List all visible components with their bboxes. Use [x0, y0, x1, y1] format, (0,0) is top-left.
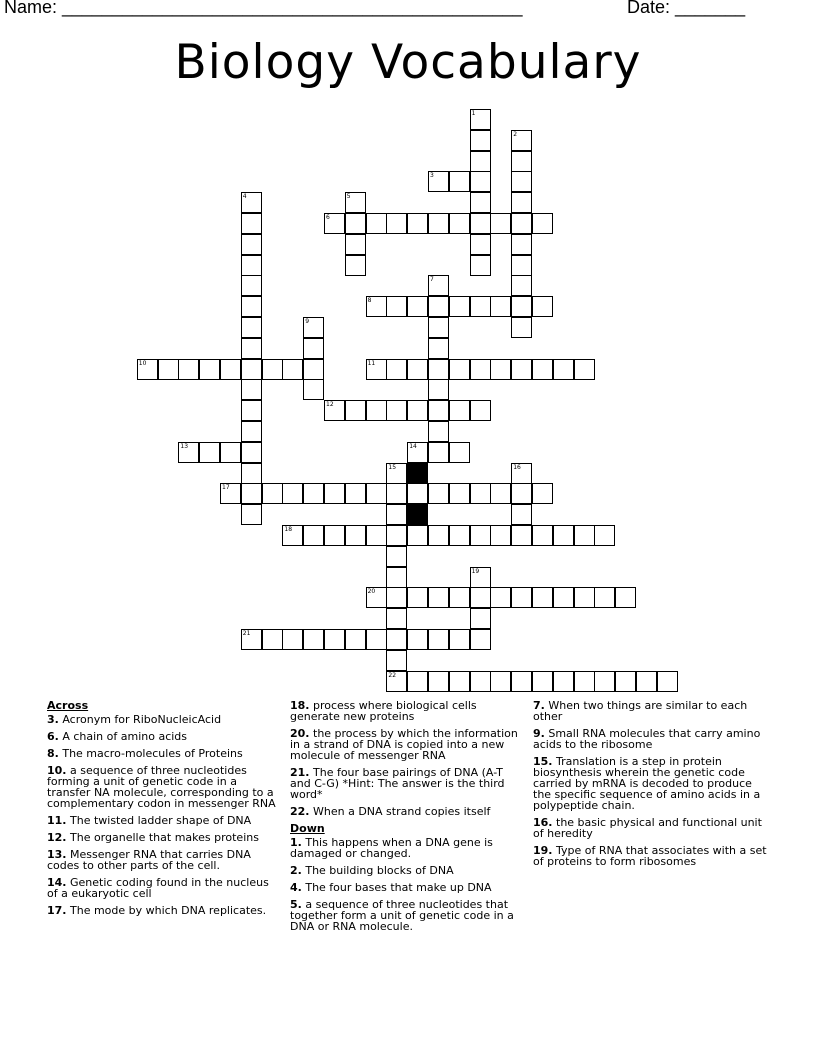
- crossword-cell[interactable]: [241, 400, 262, 421]
- crossword-cell[interactable]: [428, 587, 449, 608]
- crossword-cell[interactable]: [241, 463, 262, 484]
- crossword-cell[interactable]: [449, 442, 470, 463]
- crossword-cell[interactable]: [199, 359, 220, 380]
- crossword-cell[interactable]: [594, 525, 615, 546]
- crossword-cell[interactable]: [241, 483, 262, 504]
- crossword-cell[interactable]: [220, 359, 241, 380]
- crossword-block: [407, 504, 428, 525]
- clue-column-3: [533, 700, 769, 873]
- crossword-cell[interactable]: [345, 483, 366, 504]
- crossword-cell[interactable]: [574, 525, 595, 546]
- crossword-cell[interactable]: [241, 421, 262, 442]
- crossword-cell[interactable]: [262, 629, 283, 650]
- crossword-cell[interactable]: [470, 359, 491, 380]
- crossword-cell[interactable]: [428, 296, 449, 317]
- across-clue: 22. When a DNA strand copies itself: [290, 805, 491, 818]
- crossword-cell[interactable]: [407, 213, 428, 234]
- clue-number-label: 5: [346, 193, 351, 201]
- crossword-cell[interactable]: [241, 504, 262, 525]
- crossword-cell[interactable]: [470, 151, 491, 172]
- crossword-cell[interactable]: [345, 255, 366, 276]
- crossword-cell[interactable]: [490, 359, 511, 380]
- across-clue: 3. Acronym for RiboNucleicAcid: [47, 713, 222, 726]
- crossword-cell[interactable]: [386, 587, 407, 608]
- crossword-cell[interactable]: [511, 671, 532, 692]
- crossword-cell[interactable]: [511, 359, 532, 380]
- clue-number-label: 17: [222, 484, 230, 492]
- crossword-cell[interactable]: [428, 338, 449, 359]
- across-heading: Across: [47, 699, 89, 712]
- crossword-cell[interactable]: [449, 483, 470, 504]
- across-clue: 21. The four base pairings of DNA (A-T and C-G) *Hint: The answer is the third word*: [290, 766, 505, 801]
- crossword-cell[interactable]: [574, 671, 595, 692]
- crossword-cell[interactable]: [532, 483, 553, 504]
- clue-number-label: 2: [513, 130, 518, 138]
- crossword-cell[interactable]: [490, 296, 511, 317]
- crossword-cell[interactable]: [241, 296, 262, 317]
- clue-number-label: 15: [388, 463, 397, 471]
- down-clue: 9. Small RNA molecules that carry amino acids to the ribosome: [533, 727, 761, 751]
- crossword-cell[interactable]: [386, 400, 407, 421]
- crossword-cell[interactable]: [553, 587, 574, 608]
- crossword-cell[interactable]: [241, 359, 262, 380]
- crossword-cell[interactable]: [511, 234, 532, 255]
- crossword-cell[interactable]: [407, 359, 428, 380]
- crossword-cell[interactable]: [366, 525, 387, 546]
- crossword-cell[interactable]: [303, 379, 324, 400]
- crossword-cell[interactable]: [241, 338, 262, 359]
- clue-number-label: 18: [284, 526, 293, 533]
- crossword-cell[interactable]: [345, 213, 366, 234]
- crossword-cell[interactable]: [241, 442, 262, 463]
- crossword-cell[interactable]: [470, 192, 491, 213]
- crossword-cell[interactable]: [345, 234, 366, 255]
- crossword-cell[interactable]: [386, 359, 407, 380]
- crossword-cell[interactable]: [470, 400, 491, 421]
- clue-number-label: 3: [430, 172, 434, 180]
- crossword-cell[interactable]: [511, 255, 532, 276]
- clue-number-label: 16: [513, 463, 521, 471]
- across-clue: 10. a sequence of three nucleotides forming a unit of genetic code in a transfer NA molecule, corresponding to a complementary codon in messenger RNA: [47, 764, 276, 810]
- crossword-cell[interactable]: [324, 629, 345, 650]
- crossword-cell[interactable]: [470, 296, 491, 317]
- clue-number-label: 7: [430, 276, 434, 284]
- down-clue: 19. Type of RNA that associates with a set of proteins to form ribosomes: [533, 844, 767, 868]
- crossword-cell[interactable]: [470, 587, 491, 608]
- crossword-cell[interactable]: [470, 171, 491, 192]
- crossword-cell[interactable]: [470, 671, 491, 692]
- crossword-cell[interactable]: [511, 192, 532, 213]
- crossword-cell[interactable]: [386, 608, 407, 629]
- crossword-cell[interactable]: [366, 483, 387, 504]
- crossword-cell[interactable]: [449, 525, 470, 546]
- crossword-cell[interactable]: [470, 255, 491, 276]
- crossword-cell[interactable]: [366, 629, 387, 650]
- crossword-cell[interactable]: [615, 587, 636, 608]
- crossword-cell[interactable]: [386, 650, 407, 671]
- crossword-cell[interactable]: [324, 525, 345, 546]
- crossword-cell[interactable]: [532, 525, 553, 546]
- crossword-cell[interactable]: [241, 255, 262, 276]
- clue-number-label: 13: [180, 442, 189, 450]
- crossword-cell[interactable]: [324, 483, 345, 504]
- across-clue: 11. The twisted ladder shape of DNA: [47, 814, 252, 827]
- crossword-cell[interactable]: [282, 483, 303, 504]
- crossword-cell[interactable]: [470, 608, 491, 629]
- crossword-cell[interactable]: [470, 234, 491, 255]
- across-clue: 12. The organelle that makes proteins: [47, 831, 259, 844]
- clue-number-label: 11: [367, 359, 376, 367]
- crossword-cell[interactable]: [386, 546, 407, 567]
- crossword-cell[interactable]: [428, 483, 449, 504]
- crossword-cell[interactable]: [407, 525, 428, 546]
- clue-column-2: [290, 700, 526, 938]
- crossword-cell[interactable]: [511, 317, 532, 338]
- crossword-cell[interactable]: [386, 504, 407, 525]
- clue-number-label: 4: [242, 193, 247, 201]
- crossword-cell[interactable]: [262, 483, 283, 504]
- crossword-cell[interactable]: [428, 379, 449, 400]
- crossword-cell[interactable]: [449, 213, 470, 234]
- crossword-cell[interactable]: [490, 587, 511, 608]
- down-clue: 15. Translation is a step in protein biosynthesis wherein the genetic code carried by mRNA is decoded to produce the specific sequence of amino acids in a polypeptide chain.: [533, 755, 761, 812]
- crossword-cell[interactable]: [594, 587, 615, 608]
- crossword-cell[interactable]: [282, 359, 303, 380]
- crossword-cell[interactable]: [303, 629, 324, 650]
- clue-number-label: 22: [388, 671, 397, 679]
- across-clue: 6. A chain of amino acids: [47, 730, 188, 743]
- crossword-cell[interactable]: [241, 317, 262, 338]
- down-clue: 2. The building blocks of DNA: [290, 864, 454, 877]
- crossword-cell[interactable]: [407, 587, 428, 608]
- crossword-cell[interactable]: [532, 296, 553, 317]
- clue-number-label: 9: [305, 318, 310, 325]
- crossword-cell[interactable]: [490, 671, 511, 692]
- clue-column-1: [47, 700, 281, 922]
- clue-number-label: 10: [138, 359, 147, 367]
- across-clue: 8. The macro-molecules of Proteins: [47, 747, 243, 760]
- down-heading: Down: [290, 822, 325, 835]
- clue-number-label: 21: [242, 630, 251, 637]
- crossword-cell[interactable]: [553, 671, 574, 692]
- crossword-cell[interactable]: [407, 671, 428, 692]
- crossword-cell[interactable]: [428, 400, 449, 421]
- crossword-cell[interactable]: [428, 421, 449, 442]
- crossword-cell[interactable]: [428, 525, 449, 546]
- crossword-cell[interactable]: [386, 525, 407, 546]
- crossword-cell[interactable]: [241, 213, 262, 234]
- crossword-cell[interactable]: [428, 359, 449, 380]
- name-field-label: Name: ______________________________________________: [4, 0, 523, 17]
- crossword-cell[interactable]: [449, 400, 470, 421]
- crossword-cell[interactable]: [407, 400, 428, 421]
- crossword-cell[interactable]: [490, 213, 511, 234]
- crossword-cell[interactable]: [449, 359, 470, 380]
- crossword-cell[interactable]: [303, 359, 324, 380]
- across-clue: 20. the process by which the information in a strand of DNA is copied into a new molecule of messenger RNA: [290, 727, 518, 762]
- crossword-cell[interactable]: [241, 379, 262, 400]
- crossword-cell[interactable]: [449, 629, 470, 650]
- crossword-cell[interactable]: [428, 671, 449, 692]
- crossword-cell[interactable]: [449, 171, 470, 192]
- crossword-cell[interactable]: [470, 130, 491, 151]
- crossword-cell[interactable]: [574, 587, 595, 608]
- crossword-cell[interactable]: [470, 213, 491, 234]
- crossword-cell[interactable]: [511, 213, 532, 234]
- crossword-cell[interactable]: [407, 296, 428, 317]
- crossword-cell[interactable]: [366, 213, 387, 234]
- crossword-cell[interactable]: [511, 151, 532, 172]
- crossword-cell[interactable]: [449, 296, 470, 317]
- crossword-cell[interactable]: [470, 525, 491, 546]
- crossword-cell[interactable]: [345, 629, 366, 650]
- crossword-cell[interactable]: [386, 213, 407, 234]
- crossword-cell[interactable]: [262, 359, 283, 380]
- clue-number-label: 19: [471, 567, 480, 575]
- crossword-cell[interactable]: [532, 671, 553, 692]
- crossword-cell[interactable]: [241, 275, 262, 296]
- crossword-cell[interactable]: [490, 525, 511, 546]
- clue-number-label: 14: [409, 442, 417, 450]
- crossword-cell[interactable]: [303, 525, 324, 546]
- date-field-label: Date: _______: [627, 0, 746, 17]
- crossword-cell[interactable]: [428, 442, 449, 463]
- across-clue: 18. process where biological cells generate new proteins: [290, 699, 477, 723]
- crossword-cell[interactable]: [428, 317, 449, 338]
- crossword-cell[interactable]: [178, 359, 199, 380]
- crossword-cell[interactable]: [657, 671, 678, 692]
- crossword-cell[interactable]: [386, 483, 407, 504]
- crossword-cell[interactable]: [636, 671, 657, 692]
- crossword-cell[interactable]: [574, 359, 595, 380]
- clue-number-label: 20: [367, 588, 376, 596]
- crossword-cell[interactable]: [532, 359, 553, 380]
- crossword-cell[interactable]: [158, 359, 179, 380]
- clue-number-label: 8: [367, 297, 372, 305]
- crossword-cell[interactable]: [511, 587, 532, 608]
- crossword-cell[interactable]: [386, 567, 407, 588]
- across-clue: 17. The mode by which DNA replicates.: [47, 904, 267, 917]
- crossword-cell[interactable]: [511, 483, 532, 504]
- across-clue: 14. Genetic coding found in the nucleus of a eukaryotic cell: [47, 876, 269, 900]
- crossword-cell[interactable]: [241, 234, 262, 255]
- crossword-cell[interactable]: [553, 359, 574, 380]
- page-title: Biology Vocabulary: [174, 35, 642, 90]
- crossword-cell[interactable]: [511, 525, 532, 546]
- crossword-cell[interactable]: [511, 275, 532, 296]
- clue-number-label: 12: [326, 401, 334, 409]
- crossword-cell[interactable]: [594, 671, 615, 692]
- down-clue: 5. a sequence of three nucleotides that together form a unit of genetic code in a DNA or RNA molecule.: [290, 898, 514, 933]
- crossword-cell[interactable]: [553, 525, 574, 546]
- crossword-cell[interactable]: [345, 525, 366, 546]
- crossword-cell[interactable]: [490, 483, 511, 504]
- crossword-cell[interactable]: [428, 213, 449, 234]
- crossword-cell[interactable]: [511, 171, 532, 192]
- crossword-cell[interactable]: [282, 629, 303, 650]
- crossword-cell[interactable]: [386, 629, 407, 650]
- crossword-cell[interactable]: [366, 400, 387, 421]
- clue-number-label: 6: [326, 214, 330, 221]
- down-clue: 7. When two things are similar to each other: [533, 699, 748, 723]
- clue-number-label: 1: [471, 110, 476, 117]
- crossword-cell[interactable]: [470, 483, 491, 504]
- across-clue: 13. Messenger RNA that carries DNA codes to other parts of the cell.: [47, 848, 251, 872]
- down-clue: 4. The four bases that make up DNA: [290, 881, 492, 894]
- crossword-cell[interactable]: [449, 671, 470, 692]
- crossword-cell[interactable]: [220, 442, 241, 463]
- crossword-cell[interactable]: [511, 504, 532, 525]
- crossword-cell[interactable]: [407, 629, 428, 650]
- crossword-cell[interactable]: [428, 629, 449, 650]
- down-clue: 16. the basic physical and functional unit of heredity: [533, 816, 762, 840]
- crossword-cell[interactable]: [449, 587, 470, 608]
- crossword-block: [407, 463, 428, 484]
- crossword-cell[interactable]: [532, 587, 553, 608]
- crossword-cell[interactable]: [532, 213, 553, 234]
- crossword-cell[interactable]: [615, 671, 636, 692]
- crossword-cell[interactable]: [407, 483, 428, 504]
- crossword-cell[interactable]: [511, 296, 532, 317]
- crossword-cell[interactable]: [470, 629, 491, 650]
- crossword-cell[interactable]: [303, 483, 324, 504]
- crossword-cell[interactable]: [199, 442, 220, 463]
- crossword-cell[interactable]: [345, 400, 366, 421]
- crossword-cell[interactable]: [303, 338, 324, 359]
- down-clue: 1. This happens when a DNA gene is damaged or changed.: [290, 836, 493, 860]
- crossword-cell[interactable]: [386, 296, 407, 317]
